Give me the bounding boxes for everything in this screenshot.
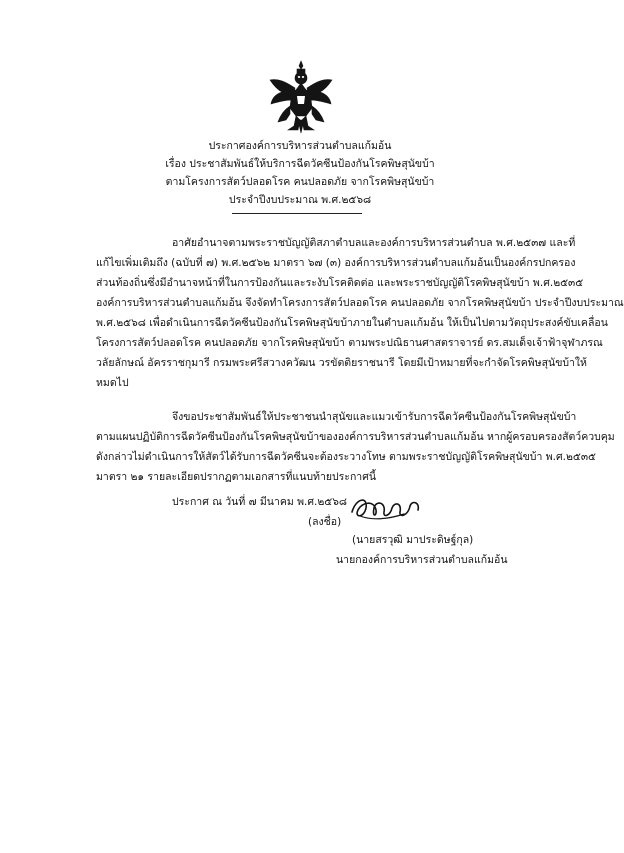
paragraph-2-line: จึงขอประชาสัมพันธ์ให้ประชาชนนำสุนัขและแมวเข้ารับการฉีดวัคซีนป้องกันโรคพิษสุนัขบ้า xyxy=(172,411,577,423)
announcement-title: ประกาศองค์การบริหารส่วนตำบลแก้มอ้น xyxy=(208,140,392,152)
announce-date: ประกาศ ณ วันที่ ๗ มีนาคม พ.ศ.๒๕๖๘ xyxy=(172,496,348,508)
paragraph-1-line: องค์การบริหารส่วนตำบลแก้มอ้น จึงจัดทำโครงการสัตว์ปลอดโรค คนปลอดภัย จากโรคพิษสุนัขบ้า ประจำปีงบประมาณ xyxy=(96,297,624,309)
paragraph-1-line: อาศัยอำนาจตามพระราชบัญญัติสภาตำบลและองค์การบริหารส่วนตำบล พ.ศ.๒๕๓๗ และที่ xyxy=(172,237,576,249)
garuda-emblem-icon xyxy=(268,60,334,134)
sign-label: (ลงชื่อ) xyxy=(308,516,342,528)
paragraph-1-line: วลัยลักษณ์ อัครราชกุมารี กรมพระศรีสวางควัฒน วรขัตติยราชนารี โดยมีเป้าหมายที่จะกำจัดโรคพิษสุนัขบ้าให้ xyxy=(96,357,587,369)
paragraph-1-line: แก้ไขเพิ่มเติมถึง (ฉบับที่ ๗) พ.ศ.๒๕๖๒ มาตรา ๖๗ (๓) องค์การบริหารส่วนตำบลแก้มอ้นเป็นองค์กรปกครอง xyxy=(96,257,576,269)
paragraph-1-line: โครงการสัตว์ปลอดโรค คนปลอดภัย จากโรคพิษสุนัขบ้า ตามพระปณิธานศาสตราจารย์ ดร.สมเด็จเจ้าฟ้าจุฬาภรณ xyxy=(96,337,603,349)
signer-position: นายกองค์การบริหารส่วนตำบลแก้มอ้น xyxy=(336,554,508,566)
handwritten-signature-icon xyxy=(346,490,426,526)
project-name: ตามโครงการสัตว์ปลอดโรค คนปลอดภัย จากโรคพิษสุนัขบ้า xyxy=(165,176,435,188)
paragraph-1-line: ส่วนท้องถิ่นซึ่งมีอำนาจหน้าที่ในการป้องกันและระงับโรคติดต่อ และพระราชบัญญัติโรคพิษสุนัขบ้า พ.ศ.๒๕๓๕ xyxy=(96,277,584,289)
signer-name: (นายสรวุฒิ มาประดิษฐ์กุล) xyxy=(352,534,474,546)
budget-year: ประจำปีงบประมาณ พ.ศ.๒๕๖๘ xyxy=(228,194,372,206)
paragraph-2-line: ดังกล่าวไม่ดำเนินการให้สัตว์ได้รับการฉีดวัคซีนจะต้องระวางโทษ ตามพระราชบัญญัติโรคพิษสุนัขบ้า พ.ศ.๒๕๓๕ xyxy=(96,451,596,463)
paragraph-2-line: ตามแผนปฏิบัติการฉีดวัคซีนป้องกันโรคพิษสุนัขบ้าขององค์การบริหารส่วนตำบลแก้มอ้น หากผู้ครอบครองสัตว์ควบคุม xyxy=(96,431,615,443)
announcement-subject: เรื่อง ประชาสัมพันธ์ให้บริการฉีดวัคซีนป้องกันโรคพิษสุนัขบ้า xyxy=(165,158,435,170)
paragraph-2-line: มาตรา ๒๑ รายละเอียดปรากฏตามเอกสารที่แนบท้ายประกาศนี้ xyxy=(96,471,377,483)
header-divider xyxy=(232,213,362,214)
paragraph-1-line: พ.ศ.๒๕๖๘ เพื่อดำเนินการฉีดวัคซีนป้องกันโรคพิษสุนัขบ้าภายในตำบลแก้มอ้น ให้เป็นไปตามวัตถุประสงค์ขับเคลื่อน xyxy=(96,317,608,329)
paragraph-1-line: หมดไป xyxy=(96,377,129,389)
